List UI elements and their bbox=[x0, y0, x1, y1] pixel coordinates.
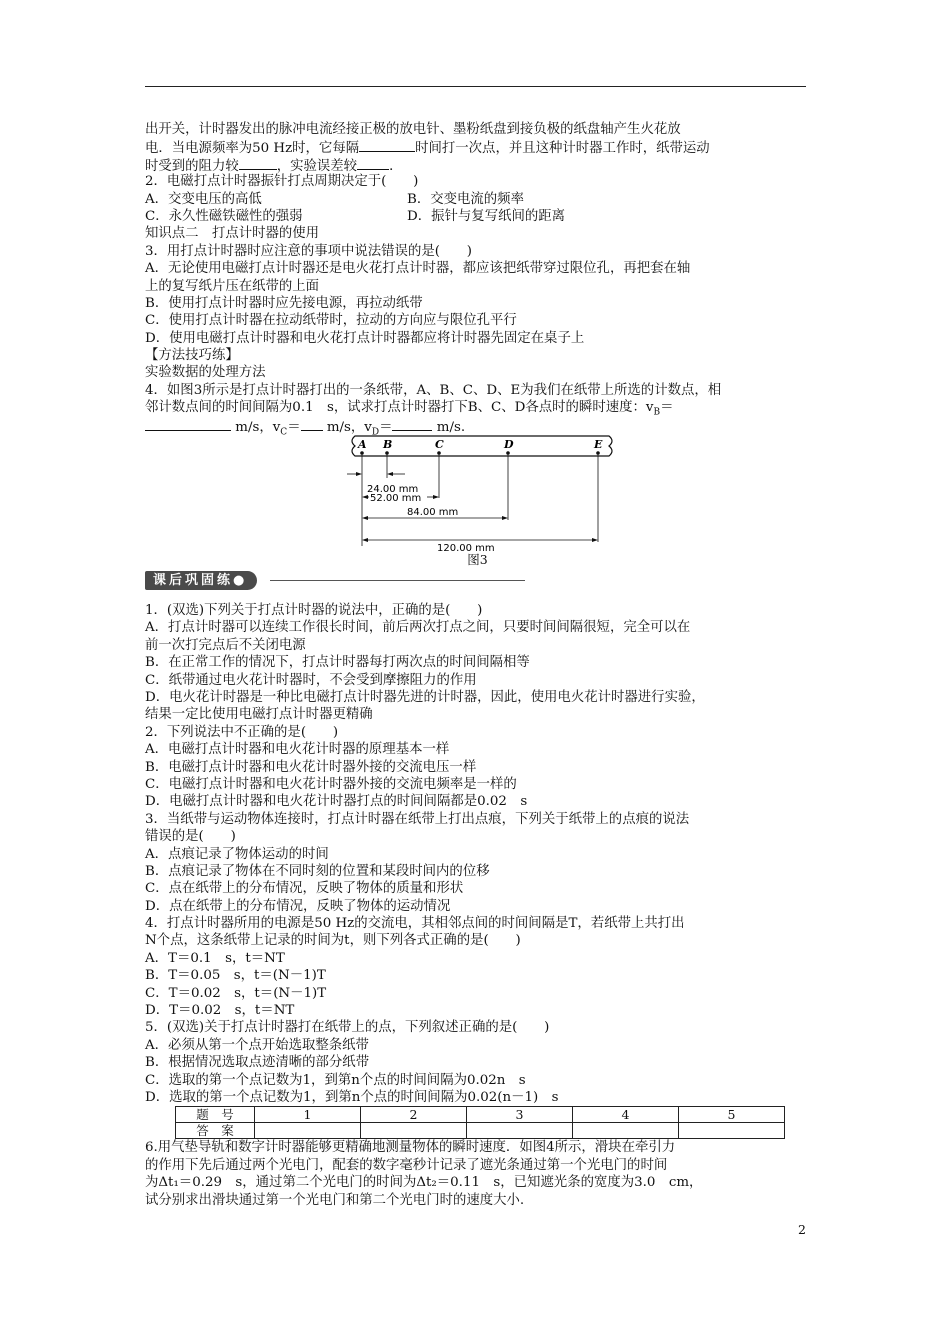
answer-blank[interactable] bbox=[357, 156, 389, 170]
section-header bbox=[145, 568, 810, 594]
h3-stem: 3．当纸带与运动物体连接时，打点计时器在纸带上打出点痕，下列关于纸带上的点痕的说法 bbox=[145, 811, 690, 827]
point-label-e: E bbox=[594, 438, 603, 452]
h2-choice-b: B．电磁打点计时器和电火花计时器外接的交流电压一样 bbox=[145, 759, 477, 775]
point-label-b: B bbox=[383, 438, 393, 452]
h3-choice-b: B．点痕记录了物体在不同时刻的位置和某段时间内的位移 bbox=[145, 863, 490, 879]
answer-cell[interactable] bbox=[255, 1123, 361, 1139]
h1-choice-d: D．电火花计时器是一种比电磁打点计时器先进的计时器，因此，使用电火花计时器进行实验， bbox=[145, 689, 705, 705]
q4-line-1: 4．如图3所示是打点计时器打出的一条纸带，A、B、C、D、E为我们在纸带上所选的计数点，相 bbox=[145, 382, 722, 398]
h4-choice-c: C．T＝0.02 s，t＝(N－1)T bbox=[145, 985, 327, 1001]
h4-choice-b: B．T＝0.05 s，t＝(N－1)T bbox=[145, 968, 326, 984]
point-label-c: C bbox=[435, 438, 444, 452]
q2-choice-d: D．振针与复写纸间的距离 bbox=[407, 208, 566, 224]
section-banner: 课后巩固练● bbox=[145, 571, 257, 590]
h2-choice-a: A．电磁打点计时器和电火花计时器的原理基本一样 bbox=[145, 742, 450, 758]
q3-stem: 3．用打点计时器时应注意的事项中说法错误的是( ) bbox=[145, 243, 472, 259]
h1-choice-a: A．打点计时器可以连续工作很长时间，前后两次打点之间，只要时间间隔很短，完全可以在 bbox=[145, 620, 691, 636]
h4-stem: 4．打点计时器所用的电源是50 Hz的交流电，其相邻点间的时间间隔是T，若纸带上共打出 bbox=[145, 916, 685, 932]
q3-choice-b: B．使用打点计时器时应先接电源，再拉动纸带 bbox=[145, 295, 423, 311]
q3-choice-a-cont: 上的复写纸片压在纸带的上面 bbox=[145, 278, 320, 294]
q3-choice-c: C．使用打点计时器在拉动纸带时，拉动的方向应与限位孔平行 bbox=[145, 313, 517, 329]
q4-line-2: 邻计数点间的时间间隔为0.1 s，试求打点计时器打下B、C、D各点时的瞬时速度：$v_B=$ bbox=[145, 400, 674, 418]
q2-choice-a: A．交变电压的高低 bbox=[145, 191, 262, 207]
table-row-label: 题 号 bbox=[176, 1107, 255, 1123]
h2-choice-c: C．电磁打点计时器和电火花计时器外接的交流电频率是一样的 bbox=[145, 776, 517, 792]
h5-choice-b: B．根据情况选取点迹清晰的部分纸带 bbox=[145, 1055, 370, 1071]
h4-choice-d: D．T＝0.02 s，t＝NT bbox=[145, 1003, 295, 1019]
h6-line-2: 的作用下先后通过两个光电门，配套的数字毫秒计记录了遮光条通过第一个光电门的时间 bbox=[145, 1157, 668, 1173]
question-number-cell: 1 bbox=[255, 1107, 361, 1123]
method-title: 【方法技巧练】 bbox=[145, 348, 239, 364]
h4-choice-a: A．T＝0.1 s，t＝NT bbox=[145, 950, 285, 966]
question-number-cell: 2 bbox=[361, 1107, 467, 1123]
dim-label-ae: 120.00 mm bbox=[437, 543, 495, 553]
intro-line-2: 电．当电源频率为50 Hz时，它每隔 时间打一次点，并且这种计时器工作时，纸带运动 bbox=[145, 138, 810, 155]
h5-choice-d: D．选取的第一个点记数为1，到第n个点的时间间隔为0.02(n－1) s bbox=[145, 1089, 559, 1105]
h1-choice-a-cont: 前一次打完点后不关闭电源 bbox=[145, 637, 306, 653]
question-number-cell: 5 bbox=[679, 1107, 785, 1123]
section-rule bbox=[270, 580, 525, 581]
q3-choice-d: D．使用电磁打点计时器和电火花打点计时器都应将计时器先固定在桌子上 bbox=[145, 330, 585, 346]
point-label-a: A bbox=[358, 438, 367, 452]
h1-choice-c: C．纸带通过电火花计时器时，不会受到摩擦阻力的作用 bbox=[145, 672, 477, 688]
dim-label-ab: 24.00 mm bbox=[367, 484, 419, 496]
table-row bbox=[176, 1123, 785, 1139]
point-label-d: D bbox=[504, 438, 514, 452]
intro-line-1: 出开关，计时器发出的脉冲电流经接正极的放电针、墨粉纸盘到接负极的纸盘轴产生火花放 bbox=[145, 122, 681, 137]
answer-blank[interactable] bbox=[392, 417, 432, 431]
answer-blank[interactable] bbox=[359, 138, 415, 152]
h1-choice-d-cont: 结果一定比使用电磁打点计时器更精确 bbox=[145, 707, 373, 723]
q2-choices-cd bbox=[145, 208, 810, 225]
q4-line-3: m/s，$v_C= m/s$，$v_D= m/s$. bbox=[145, 417, 810, 434]
page-number: 2 bbox=[798, 1222, 806, 1237]
h3-stem-cont: 错误的是( ) bbox=[145, 829, 236, 845]
method-subtitle: 实验数据的处理方法 bbox=[145, 365, 266, 381]
h1-stem: 1．(双选)下列关于打点计时器的说法中，正确的是( ) bbox=[145, 603, 483, 619]
h6-line-3: 为Δt₁＝0.29 s，通过第二个光电门的时间为Δt₂＝0.11 s，已知遮光条的宽度为3.0 cm， bbox=[145, 1175, 703, 1191]
intro-line-3: 时受到的阻力较 ，实验误差较 ． bbox=[145, 156, 810, 173]
figure-3-tape-diagram bbox=[145, 434, 810, 568]
header-rule bbox=[145, 86, 806, 87]
q2-choice-b: B．交变电流的频率 bbox=[407, 191, 524, 207]
question-number-cell: 4 bbox=[573, 1107, 679, 1123]
q2-choice-c: C．永久性磁铁磁性的强弱 bbox=[145, 208, 303, 224]
page-content bbox=[145, 121, 810, 1209]
answer-blank[interactable] bbox=[301, 417, 323, 431]
answer-cell[interactable] bbox=[361, 1123, 467, 1139]
h6-line-1: 6.用气垫导轨和数字计时器能够更精确地测量物体的瞬时速度．如图4所示，滑块在牵引力 bbox=[145, 1140, 676, 1156]
dim-label-ad: 84.00 mm bbox=[407, 507, 459, 519]
table-row-label: 答 案 bbox=[176, 1123, 255, 1139]
h2-stem: 2．下列说法中不正确的是( ) bbox=[145, 724, 339, 740]
knowledge-point-2: 知识点二 打点计时器的使用 bbox=[145, 226, 320, 242]
answer-cell[interactable] bbox=[573, 1123, 679, 1139]
h5-choice-c: C．选取的第一个点记数为1，到第n个点的时间间隔为0.02n s bbox=[145, 1072, 526, 1088]
h5-stem: 5．(双选)关于打点计时器打在纸带上的点，下列叙述正确的是( ) bbox=[145, 1020, 550, 1036]
answer-blank[interactable] bbox=[145, 417, 231, 431]
h5-choice-a: A．必须从第一个点开始选取整条纸带 bbox=[145, 1037, 369, 1053]
answer-cell[interactable] bbox=[679, 1123, 785, 1139]
q2-stem: 2．电磁打点计时器振针打点周期决定于( ) bbox=[145, 174, 419, 190]
table-row bbox=[176, 1107, 785, 1123]
h3-choice-d: D．点在纸带上的分布情况，反映了物体的运动情况 bbox=[145, 898, 451, 914]
h2-choice-d: D．电磁打点计时器和电火花计时器打点的时间间隔都是0.02 s bbox=[145, 794, 528, 810]
question-number-cell: 3 bbox=[467, 1107, 573, 1123]
paper-tape-svg bbox=[345, 434, 625, 552]
h6-line-4: 试分别求出滑块通过第一个光电门和第二个光电门时的速度大小. bbox=[145, 1192, 525, 1208]
figure-caption: 图3 bbox=[467, 552, 488, 568]
answer-cell[interactable] bbox=[467, 1123, 573, 1139]
q3-choice-a: A．无论使用电磁打点计时器还是电火花打点计时器，都应该把纸带穿过限位孔，再把套在轴 bbox=[145, 261, 691, 277]
answer-blank[interactable] bbox=[239, 156, 277, 170]
answer-table bbox=[175, 1106, 785, 1139]
h1-choice-b: B．在正常工作的情况下，打点计时器每打两次点的时间间隔相等 bbox=[145, 655, 530, 671]
dim-label-ac: 52.00 mm bbox=[370, 493, 422, 505]
h4-stem-cont: N个点，这条纸带上记录的时间为t，则下列各式正确的是( ) bbox=[145, 933, 521, 949]
h3-choice-a: A．点痕记录了物体运动的时间 bbox=[145, 846, 329, 862]
q2-choices-ab bbox=[145, 191, 810, 208]
h3-choice-c: C．点在纸带上的分布情况，反映了物体的质量和形状 bbox=[145, 881, 464, 897]
